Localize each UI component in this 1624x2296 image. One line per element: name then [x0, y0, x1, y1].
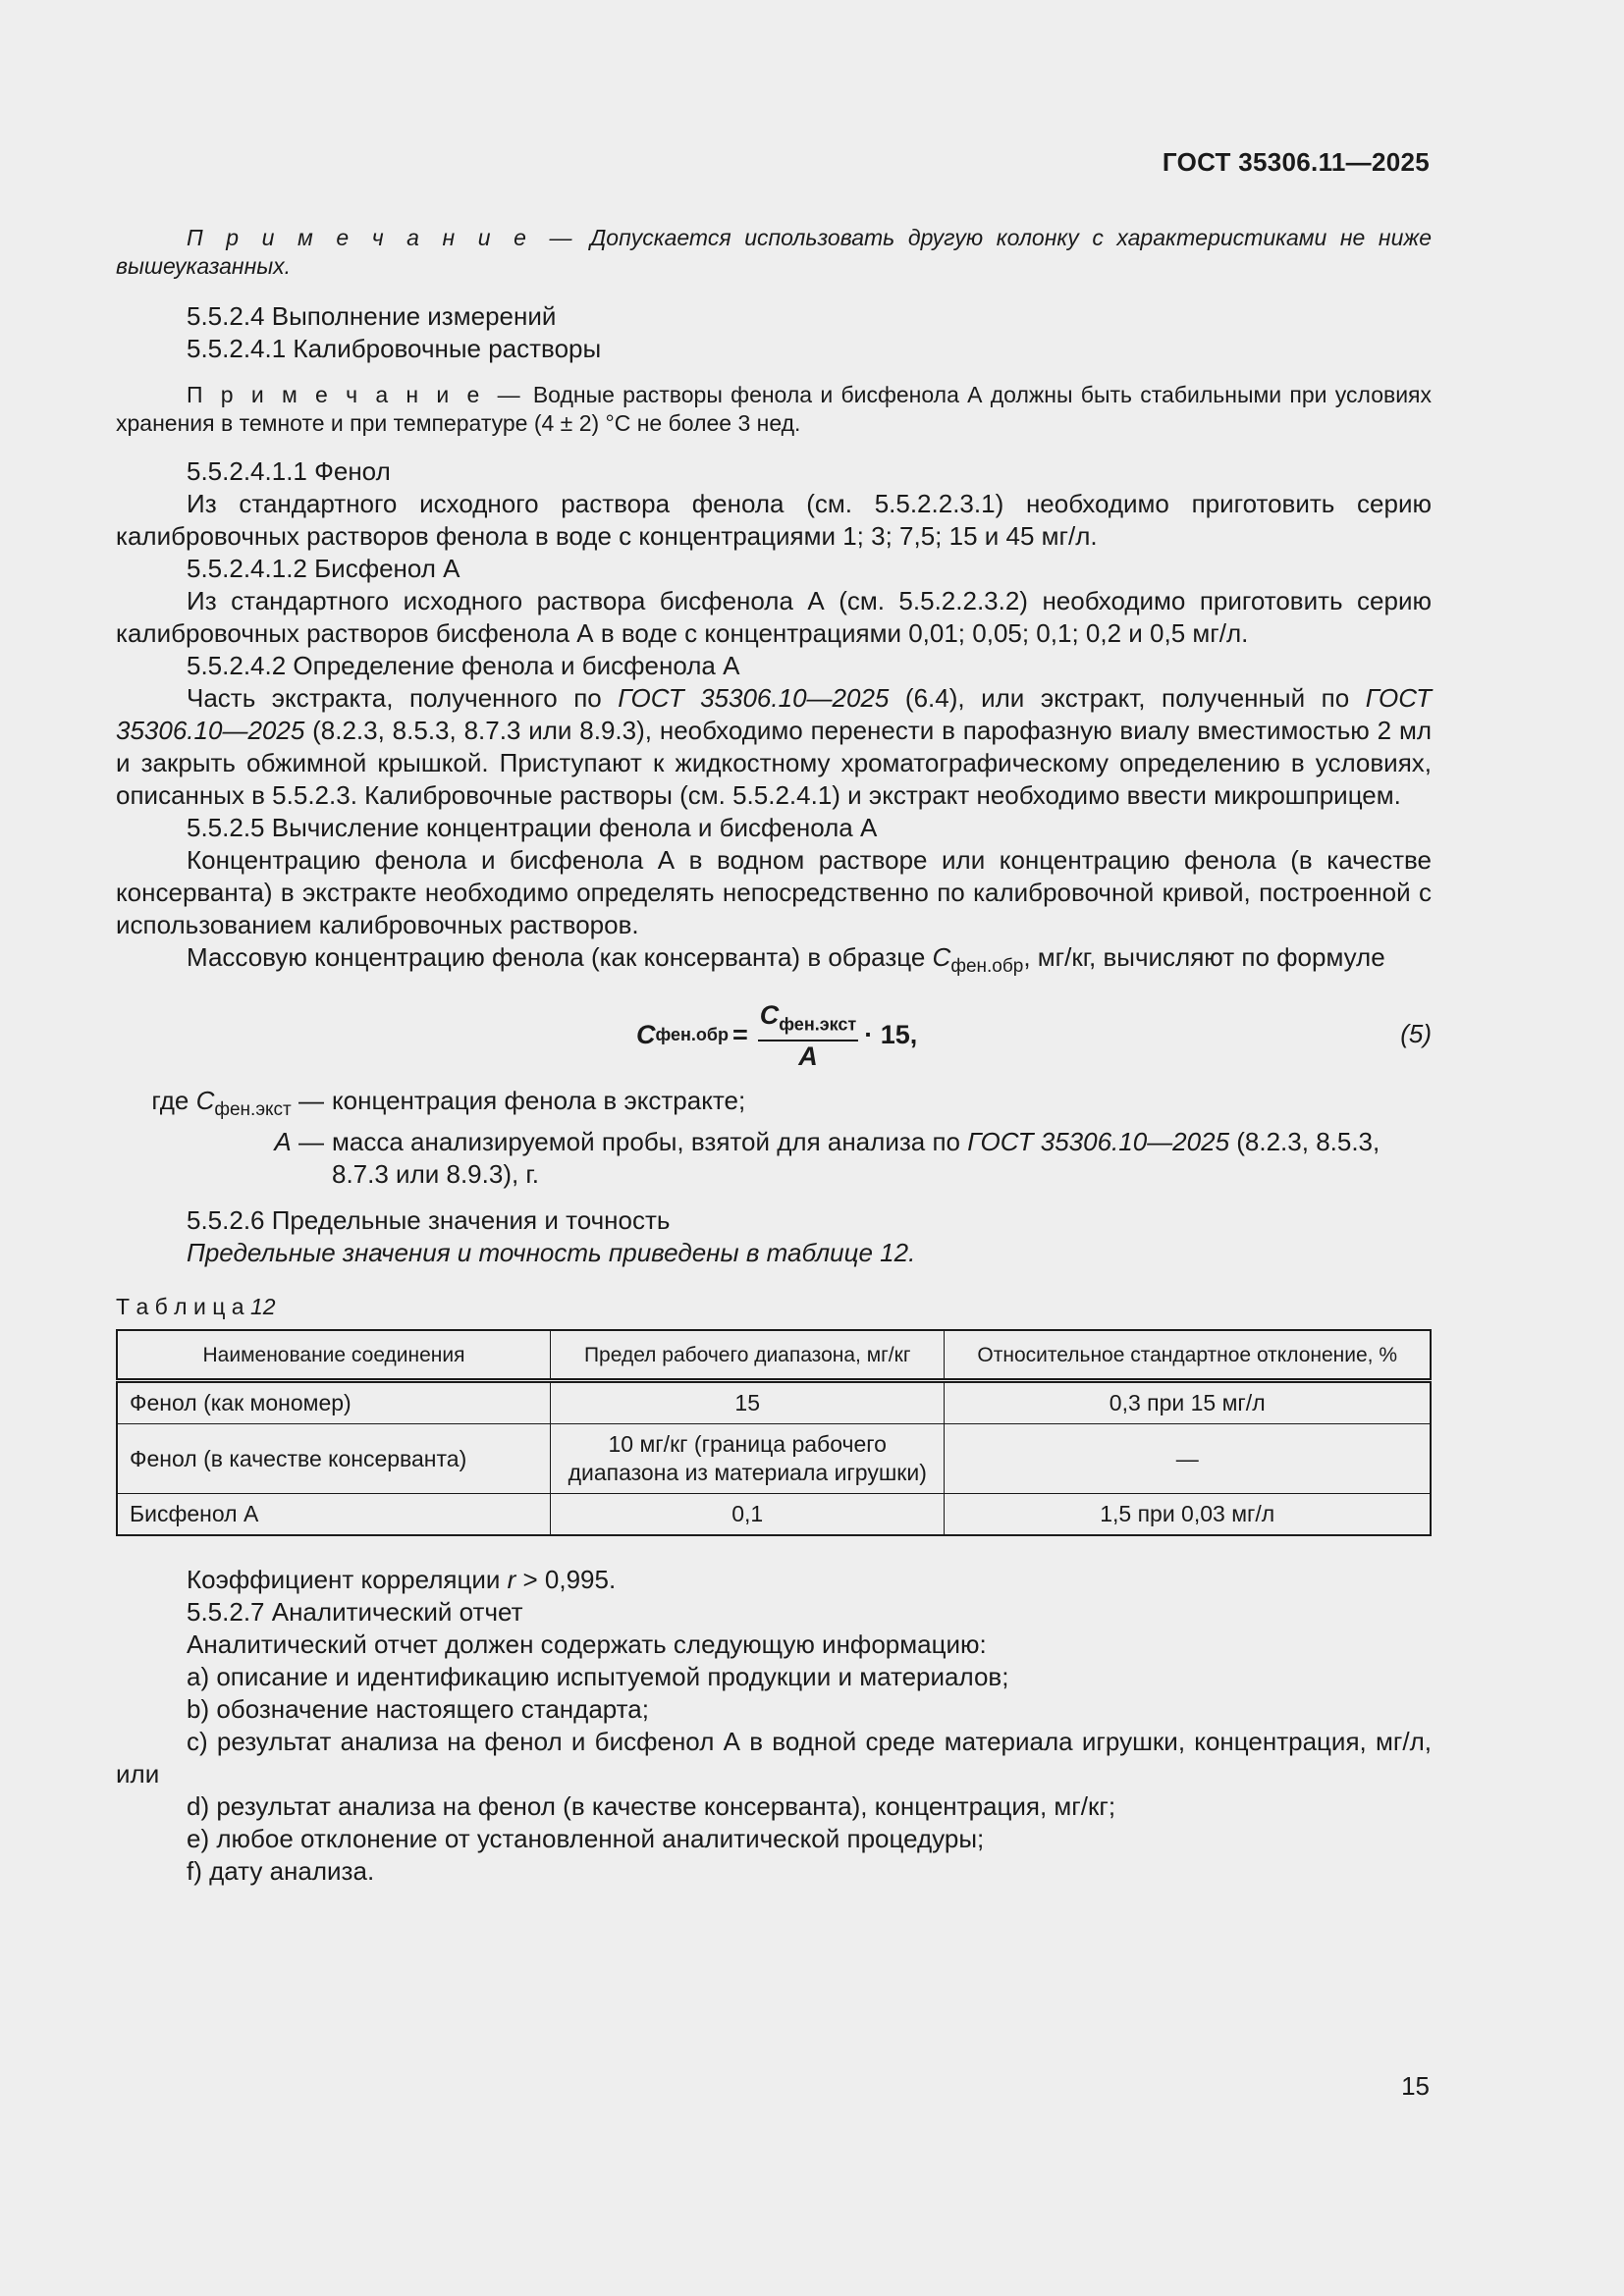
table-header-cell: Предел рабочего диапазона, мг/кг [551, 1330, 945, 1381]
formula-numerator [758, 1000, 858, 1041]
formula-equals: = [732, 1020, 748, 1050]
paragraph: Аналитический отчет должен содержать следующую информацию: [187, 1629, 987, 1660]
document-body [116, 224, 1432, 1888]
paragraph: Предельные значения и точность приведены в таблице 12. [187, 1238, 916, 1268]
section-heading: 5.5.2.6 Предельные значения и точность [187, 1205, 671, 1236]
formula-num-symbol: C [759, 1000, 780, 1031]
table-cell: 0,3 при 15 мг/л [945, 1381, 1431, 1424]
table-cell: 15 [551, 1381, 945, 1424]
paragraph: Из стандартного исходного раствора бисфенола А (см. 5.5.2.2.3.2) необходимо приготовить серию калибровочных растворов бисфенола А в воде с концентрациями 0,01; 0,05; 0,1; 0,2 и 0,5 мг/л. [116, 586, 1432, 648]
list-item: e) любое отклонение от установленной аналитической процедуры; [187, 1824, 985, 1854]
text-span: Коэффициент корреляции [187, 1565, 508, 1595]
equation-number: (5) [1400, 1019, 1432, 1049]
list-item: b) обозначение настоящего стандарта; [187, 1694, 649, 1725]
text-span: Часть экстракта, полученного по [187, 683, 619, 713]
text-span: масса анализируемой пробы, взятой для анализа по [332, 1127, 968, 1157]
legend-sym: C [195, 1086, 215, 1116]
paragraph: Из стандартного исходного раствора фенола (см. 5.5.2.2.3.1) необходимо приготовить серию калибровочных растворов фенола в воде с концентрациями 1; 3; 7,5; 15 и 45 мг/л. [116, 489, 1432, 551]
legend-dash: — [298, 1127, 324, 1157]
section-heading: 5.5.2.4 Выполнение измерений [187, 301, 557, 331]
note-text: Допускается использовать другую колонку с характеристиками не ниже вышеуказанных. [116, 225, 1432, 279]
table-header-cell: Наименование соединения [117, 1330, 551, 1381]
table-header-cell: Относительное стандартное отклонение, % [945, 1330, 1431, 1381]
legend-symbol [116, 1085, 332, 1126]
symbol: C [932, 942, 951, 972]
section-heading: 5.5.2.4.2 Определение фенола и бисфенола А [187, 651, 740, 680]
note-label: П р и м е ч а н и е — [187, 382, 525, 407]
paragraph [116, 682, 1432, 812]
formula-lhs-sub: фен.обр [655, 1025, 730, 1045]
formula-legend [116, 1085, 1432, 1191]
table-header-row [117, 1330, 1431, 1381]
table-cell: — [945, 1424, 1431, 1494]
formula-num-sub: фен.экст [779, 1014, 857, 1035]
table-cell: Бисфенол А [117, 1494, 551, 1536]
table-cell: Фенол (как мономер) [117, 1381, 551, 1424]
reference-link: ГОСТ 35306.10—2025 [967, 1127, 1230, 1157]
table-row [117, 1424, 1431, 1494]
symbol-subscript: фен.обр [950, 956, 1024, 978]
table-caption-number: 12 [249, 1294, 276, 1320]
list-item: d) результат анализа на фенол (в качестве консерванта), концентрация, мг/кг; [187, 1791, 1116, 1822]
legend-symbol [116, 1126, 332, 1191]
table-caption-label: Т а б л и ц а [116, 1294, 244, 1320]
formula-fraction [758, 1000, 858, 1070]
text-span: (8.2.3, 8.5.3, 8.7.3 или 8.9.3), необходимо перенести в парофазную виалу вместимостью 2 мл и закрыть обжимной крышкой. Приступают к жидкостному хроматографическому определению в условиях, описанных в 5.5.2.3. Калибровочные растворы (см. 5.5.2.4.1) и экстракт необходимо ввести микрошприцем. [116, 716, 1432, 810]
note-column [116, 224, 1432, 281]
reference-link: ГОСТ 35306.10—2025 [618, 683, 890, 713]
section-heading: 5.5.2.7 Аналитический отчет [187, 1597, 523, 1628]
document-header-code: ГОСТ 35306.11—2025 [1162, 147, 1430, 177]
formula-block [116, 996, 1432, 1081]
text-span: Массовую концентрацию фенола (как консерванта) в образце [187, 942, 933, 972]
section-heading: 5.5.2.5 Вычисление концентрации фенола и бисфенола А [187, 813, 878, 842]
formula [636, 1000, 917, 1070]
table-cell: Фенол (в качестве консерванта) [117, 1424, 551, 1494]
note-stability [116, 381, 1432, 438]
page-number: 15 [1401, 2071, 1430, 2101]
section-heading: 5.5.2.4.1 Калибровочные растворы [187, 334, 602, 363]
paragraph: Концентрацию фенола и бисфенола А в водном растворе или концентрацию фенола (в качестве консерванта) в экстракте необходимо определять непосредственно по калибровочной кривой, построенной с использованием калибровочных растворов. [116, 845, 1432, 939]
symbol: r [507, 1565, 516, 1595]
results-table [116, 1329, 1432, 1536]
section-heading: 5.5.2.4.1.2 Бисфенол А [187, 554, 460, 583]
text-span: (8.2.3, 8.5.3, 8.7.3 или 8.9.3), г. [332, 1127, 1380, 1190]
text-span: > 0,995. [515, 1565, 617, 1595]
formula-denominator: A [798, 1041, 818, 1071]
paragraph [116, 1564, 1432, 1596]
legend-sym-sub: фен.экст [214, 1099, 292, 1121]
list-item: c) результат анализа на фенол и бисфенол А в водной среде материала игрушки, концентрация, мг/л, или [116, 1727, 1432, 1789]
table-cell: 0,1 [551, 1494, 945, 1536]
paragraph [116, 941, 1432, 983]
list-item: f) дату анализа. [187, 1856, 375, 1887]
text-span: , мг/кг, вычисляют по формуле [1023, 942, 1385, 972]
table-cell: 1,5 при 0,03 мг/л [945, 1494, 1431, 1536]
legend-definition: концентрация фенола в экстракте; [332, 1086, 746, 1116]
table-cell: 10 мг/кг (граница рабочего диапазона из материала игрушки) [551, 1424, 945, 1494]
legend-sym: A [274, 1127, 292, 1157]
legend-definition [332, 1126, 1432, 1191]
legend-lead: где [151, 1086, 196, 1116]
note-label: П р и м е ч а н и е — [187, 225, 577, 250]
table-row [117, 1494, 1431, 1536]
text-span: (6.4), или экстракт, полученный по [889, 683, 1366, 713]
legend-dash: — [298, 1086, 324, 1116]
table-caption [116, 1291, 1432, 1323]
list-item: a) описание и идентификацию испытуемой продукции и материалов; [187, 1662, 1009, 1692]
reference-link: ГОСТ 35306.10—2025 [116, 683, 1432, 745]
table-row [117, 1381, 1431, 1424]
formula-lhs: C [636, 1020, 656, 1050]
section-heading: 5.5.2.4.1.1 Фенол [187, 456, 391, 486]
formula-tail: · 15, [864, 1020, 918, 1050]
note-text: Водные растворы фенола и бисфенола А должны быть стабильными при условиях хранения в темноте и при температуре (4 ± 2) °С не более 3 нед. [116, 382, 1433, 436]
